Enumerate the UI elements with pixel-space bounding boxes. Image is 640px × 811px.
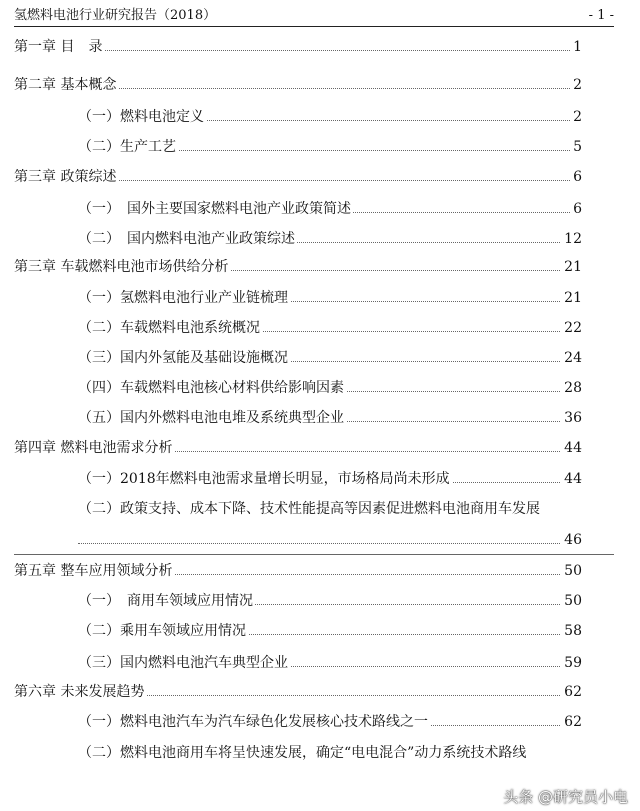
toc-entry-page: 62	[561, 711, 582, 733]
toc-entry[interactable]	[0, 652, 640, 674]
dot-leader	[78, 543, 578, 544]
toc-entry-page: 5	[570, 136, 582, 158]
toc-entry-page: 21	[561, 287, 582, 309]
toc-entry-title: 第二章 基本概念	[14, 74, 118, 96]
toc-entry-page: 2	[570, 106, 582, 128]
toc-entry-title: （二）政策支持、成本下降、技术性能提高等因素促进燃料电池商用车发展	[78, 498, 542, 520]
toc-entry-page: 62	[561, 681, 582, 703]
toc-entry-title: （一） 国外主要国家燃料电池产业政策简述	[78, 198, 353, 220]
toc-entry-title: （三）国内燃料电池汽车典型企业	[78, 652, 290, 674]
toc-entry-page: 50	[561, 590, 582, 612]
toc-entry[interactable]	[0, 468, 640, 490]
toc-entry-title: （二）生产工艺	[78, 136, 178, 158]
toc-entry-title: （二） 国内燃料电池产业政策综述	[78, 228, 297, 250]
toc-entry-title: （二）车载燃料电池系统概况	[78, 317, 262, 339]
toc-entry-title: 第三章 政策综述	[14, 166, 118, 188]
toc-entry[interactable]	[0, 256, 640, 278]
page-header	[14, 6, 614, 27]
toc-entry[interactable]	[0, 437, 640, 459]
toc-entry-page: 28	[561, 377, 582, 399]
toc-entry[interactable]	[0, 560, 640, 582]
toc-entry-title: 第四章 燃料电池需求分析	[14, 437, 174, 459]
header-page-number: - 1 -	[588, 8, 614, 23]
toc-entry-title: 第五章 整车应用领域分析	[14, 560, 174, 582]
toc-entry-title: （一）燃料电池定义	[78, 106, 206, 128]
toc-entry[interactable]	[0, 317, 640, 339]
toc-entry[interactable]	[0, 620, 640, 642]
toc-entry-title: （二）燃料电池商用车将呈快速发展，确定“电电混合”动力系统技术路线	[78, 742, 528, 764]
toc-entry[interactable]	[0, 287, 640, 309]
toc-entry-title: （一）燃料电池汽车为汽车绿色化发展核心技术路线之一	[78, 711, 430, 733]
toc-entry-page: 44	[561, 437, 582, 459]
toc-entry-page: 44	[561, 468, 582, 490]
toc-entry-page: 50	[561, 560, 582, 582]
toc-entry-title: （三）国内外氢能及基础设施概况	[78, 347, 290, 369]
toc-entry-page: 21	[561, 256, 582, 278]
toc-entry[interactable]	[0, 36, 640, 58]
toc-entry-page: 46	[561, 529, 582, 551]
toc-entry-page: 36	[561, 407, 582, 429]
watermark: 头条 @研究员小电	[503, 788, 628, 806]
toc-entry-title: （一） 商用车领域应用情况	[78, 590, 255, 612]
toc-entry-page: 24	[561, 347, 582, 369]
toc-entry[interactable]	[0, 166, 640, 188]
toc-entry-page: 6	[570, 198, 582, 220]
toc-entry-page: 1	[570, 36, 582, 58]
toc-entry[interactable]	[0, 136, 640, 158]
toc-entry-title: （一）氢燃料电池行业产业链梳理	[78, 287, 290, 309]
toc-entry[interactable]	[0, 198, 640, 220]
toc-entry[interactable]	[0, 377, 640, 399]
toc-entry[interactable]	[0, 347, 640, 369]
toc-entry-page: 59	[561, 652, 582, 674]
toc-entry[interactable]	[0, 407, 640, 429]
toc-entry[interactable]	[0, 711, 640, 733]
toc-entry-page: 12	[561, 228, 582, 250]
divider	[14, 554, 614, 555]
toc-entry[interactable]	[0, 498, 640, 520]
toc-entry-page: 6	[570, 166, 582, 188]
toc-entry-title: 第六章 未来发展趋势	[14, 681, 146, 703]
toc-entry-title: （二）乘用车领域应用情况	[78, 620, 248, 642]
toc-entry-continuation[interactable]	[0, 529, 640, 551]
toc-entry[interactable]	[0, 742, 640, 764]
toc-entry-title: （一）2018年燃料电池需求量增长明显，市场格局尚未形成	[78, 468, 452, 490]
toc-entry-title: （四）车载燃料电池核心材料供给影响因素	[78, 377, 346, 399]
toc-entry[interactable]	[0, 681, 640, 703]
toc-entry[interactable]	[0, 106, 640, 128]
toc-entry-title: （五）国内外燃料电池电堆及系统典型企业	[78, 407, 346, 429]
toc-entry-title: 第三章 车载燃料电池市场供给分析	[14, 256, 230, 278]
toc-entry-title: 第一章 目 录	[14, 36, 104, 58]
toc-entry-page: 58	[561, 620, 582, 642]
toc-entry-page: 2	[570, 74, 582, 96]
toc-entry[interactable]	[0, 74, 640, 96]
toc-entry[interactable]	[0, 228, 640, 250]
toc-entry[interactable]	[0, 590, 640, 612]
toc-entry-page: 22	[561, 317, 582, 339]
header-title: 氢燃料电池行业研究报告（2018）	[14, 8, 217, 23]
